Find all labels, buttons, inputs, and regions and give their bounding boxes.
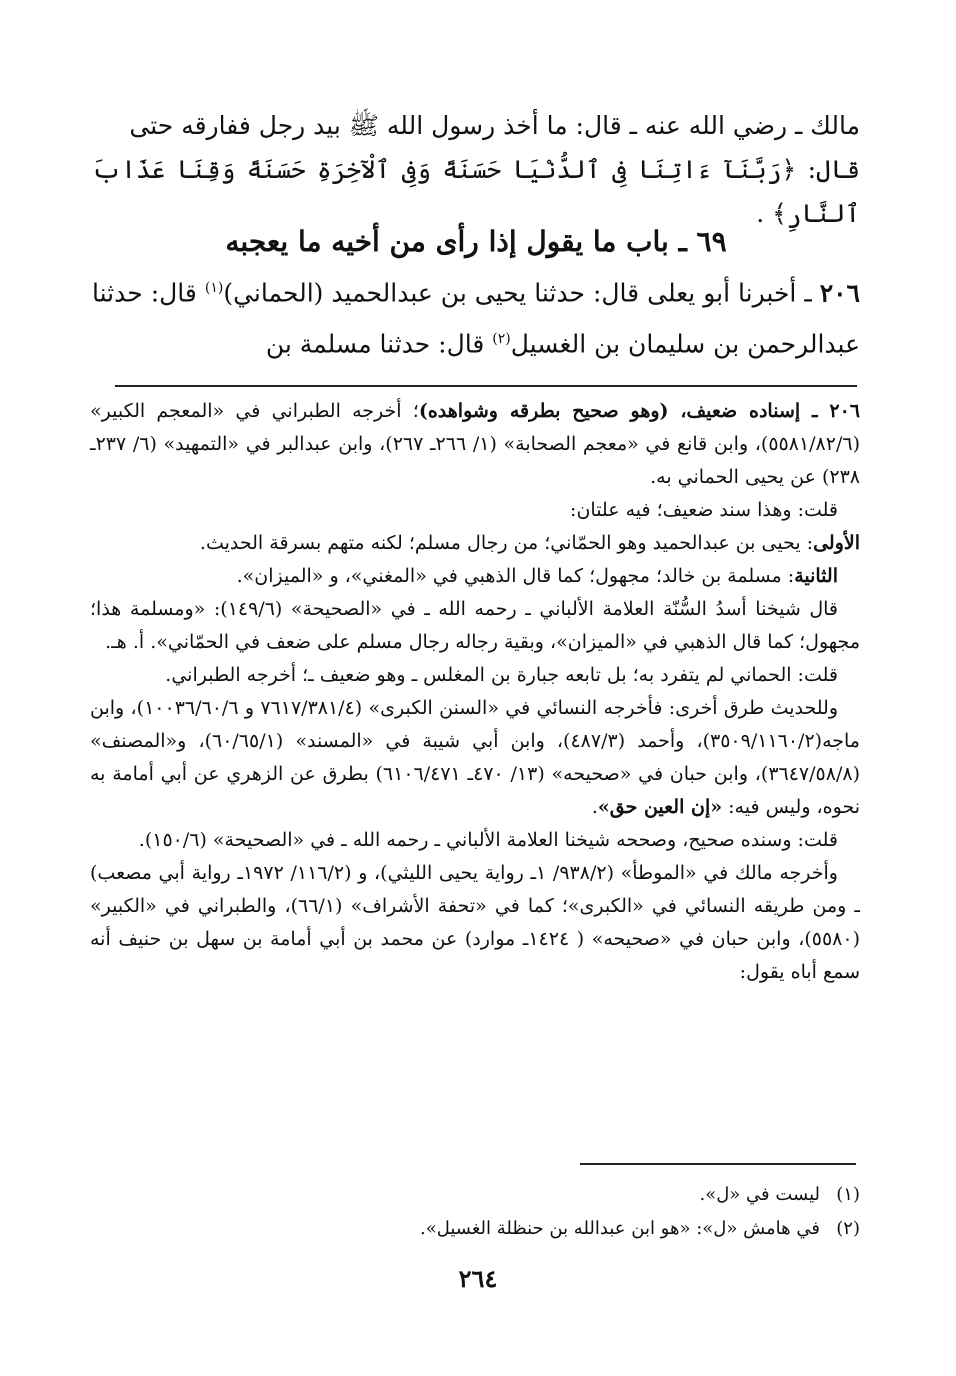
footnote-number: (١) [836, 1184, 860, 1205]
main-text-line: مالك ـ رضي الله عنه ـ قال: ما أخذ رسول الله ﷺ بيد رجل ففارقه حتى [129, 111, 860, 140]
hadith-number: ٢٠٦ [819, 278, 860, 308]
commentary-notes [90, 395, 860, 989]
note-text: ؛ أخرجه الطبراني في «المعجم الكبير» (٥٥٨١/٨٢/٦)، وابن قانع في «معجم الصحابة» (١/ ٢٦٦ـ ٢٦٧)، وابن عبدالبر في «التمهيد» (٦/ ٢٣٧ـ ٢٣٨) عن يحيى الحماني به. [90, 400, 860, 488]
note-paragraph: قلت: وهذا سند ضعيف؛ فيه علتان: [570, 499, 838, 521]
hadith-text [92, 265, 860, 368]
note-text: وللحديث طرق أخرى: فأخرجه النسائي في «السنن الكبرى» (٧٦١٧/٣٨١/٤ و ١٠٠٣٦/٦٠/٦)، وابن ماجه(٣٥٠٩/١١٦٠/٢)، وأحمد (٤٨٧/٣)، وابن أبي شيبة في «المسند» (٦٠/٦٥/١)، و«المصنف» (٣٦٤٧/٥٨/٨)، وابن حبان في «صحيحه» (١٣/ ٤٧٠ـ ٦١٠٦/٤٧١) بطرق عن الزهري عن أبي أمامة به نحوه، وليس فيه: [90, 697, 860, 818]
note-paragraph [90, 395, 860, 494]
footnote-ref: (١) [204, 280, 224, 296]
note-paragraph: قلت: الحماني لم يتفرد به؛ بل تابعه جبارة بن المغلس ـ وهو ضعيف ـ؛ أخرجه الطبراني. [165, 664, 838, 686]
chapter-heading: ٦٩ ـ باب ما يقول إذا رأى من أخيه ما يعجبه [225, 225, 727, 258]
footnote-ref: (٢) [492, 331, 511, 348]
footnote-divider [580, 1163, 856, 1165]
notes-divider [115, 385, 857, 387]
note-paragraph: وأخرجه مالك في «الموطأ» (٩٣٨/٢/ ١ـ رواية يحيى الليثي)، و (١١٦/٢/ ١٩٧٢ـ رواية أبي مصعب) ـ ومن طريقه النسائي في «الكبرى»؛ كما في «تحفة الأشراف» (٦٦/١)، والطبراني في «الكبير» (٥٥٨٠)، وابن حبان في «صحيحه» ( ١٤٢٤ـ موارد) عن محمد بن أبي أمامة بن سهل بن حنيف أنه سمع أباه يقول: [90, 862, 861, 983]
footnote [90, 1212, 860, 1246]
hadith-paragraph [92, 265, 860, 368]
note-bold: الثانية [794, 565, 838, 587]
quran-verse: ﴿رَبَّنَآ ءَاتِنَا فِى ٱلدُّنْيَا حَسَنَةً وَفِى ٱلْآخِرَةِ حَسَنَةً وَقِنَا عَذَابَ ٱلنَّارِ﴾ . [92, 155, 860, 228]
note-paragraph: قال شيخنا أسدُ السُّنّة العلامة الألباني ـ رحمه الله ـ في «الصحيحة» (١٤٩/٦): «ومسلمة هذا؛ مجهول؛ كما قال الذهبي في «الميزان»، وبقية رجاله رجال مسلم على ضعف في الحمّاني». أ. هـ. [90, 598, 860, 653]
hadith-text-part: ـ أخبرنا أبو يعلى قال: حدثنا يحيى بن عبدالحميد (الحماني) [223, 278, 820, 308]
note-paragraph [90, 527, 860, 560]
main-text-prefix: قال: [796, 155, 860, 184]
note-paragraph: قلت: وسنده صحيح، وصححه شيخنا العلامة الألباني ـ رحمه الله ـ في «الصحيحة» (١٥٠/٦). [138, 829, 838, 851]
note-paragraph [90, 560, 860, 593]
hadith-text-part: قال: حدثنا عبدالرحمن بن سليمان بن الغسيل [92, 278, 860, 359]
note-text: . [591, 796, 598, 818]
note-bold: ـ إسناده ضعيف، (وهو صحيح بطرقه وشواهده) [418, 400, 830, 422]
note-text: : يحيى بن عبدالحميد وهو الحمّاني؛ من رجال مسلم؛ لكنه متهم بسرقة الحديث. [199, 532, 814, 554]
footnote [90, 1178, 860, 1212]
note-number: ٢٠٦ [829, 400, 860, 422]
main-text [92, 104, 860, 236]
footnote-number: (٢) [836, 1218, 860, 1239]
footnote-text: في هامش «ل»: «هو ابن عبدالله بن حنظلة الغسيل». [419, 1218, 820, 1239]
note-bold: الأولى [813, 532, 860, 554]
hadith-text-part: قال: حدثنا مسلمة بن [265, 329, 493, 359]
footnote-text: ليست في «ل». [699, 1184, 820, 1205]
note-bold: «إن العين حق» [597, 796, 723, 818]
note-paragraph [90, 692, 860, 824]
note-text: : مسلمة بن خالد؛ مجهول؛ كما قال الذهبي في «المغني»، و «الميزان». [236, 565, 795, 587]
footnotes [90, 1178, 860, 1246]
page-number: ٢٦٤ [458, 1264, 498, 1293]
